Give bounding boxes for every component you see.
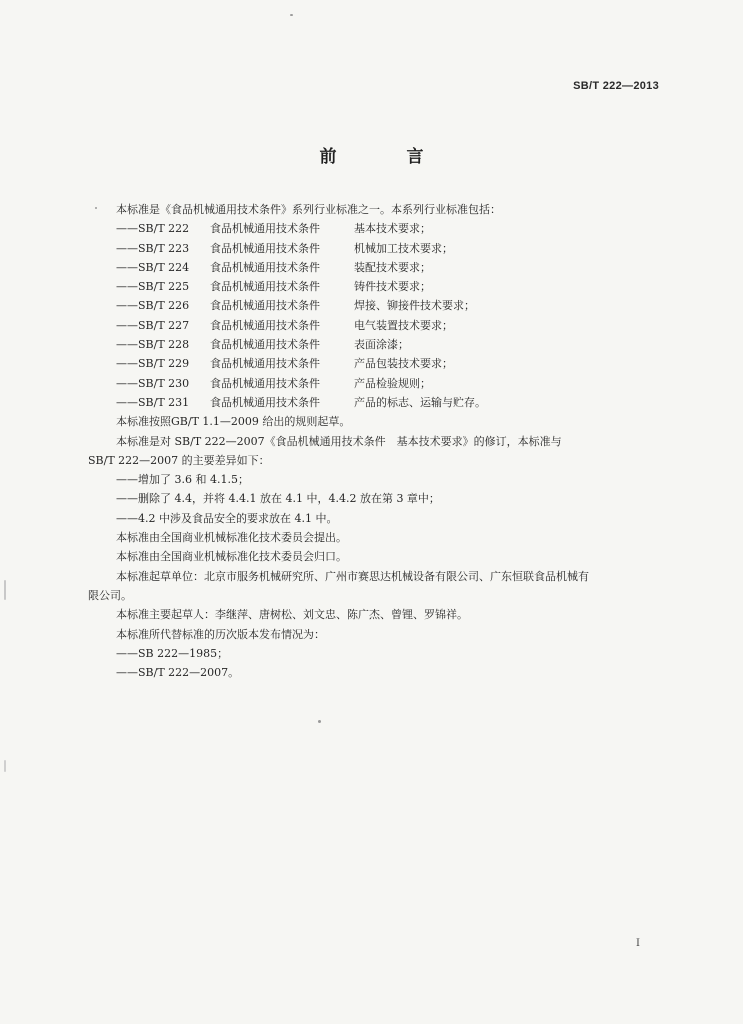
drafting-units-cont: 限公司。 [88,588,132,602]
series-part: 电气装置技术要求； [354,318,453,332]
page-title: 前 言 [319,147,456,167]
series-part: 产品的标志、运输与贮存。 [354,395,486,409]
series-item [88,354,678,373]
series-code: ——SB/T 225 [116,280,190,294]
history-intro: 本标准所代替标准的历次版本发布情况为： [116,627,325,641]
series-code: ——SB/T 226 [116,299,190,313]
series-code: ——SB/T 223 [116,241,190,255]
series-name: 食品机械通用技术条件 [210,395,320,409]
scan-speck [4,580,6,600]
series-name: 食品机械通用技术条件 [210,299,320,313]
series-part: 焊接、铆接件技术要求； [354,299,475,313]
series-item [88,219,678,238]
series-part: 机械加工技术要求； [354,241,453,255]
series-item [88,335,678,354]
drafters: 本标准主要起草人：李继萍、唐树松、刘文忠、陈广杰、曾锂、罗锦祥。 [116,608,468,622]
series-item [88,374,678,393]
scan-speck [318,720,321,723]
series-item [88,393,678,412]
series-item [88,316,678,335]
series-name: 食品机械通用技术条件 [210,357,320,371]
series-item [88,239,678,258]
series-code: ——SB/T 227 [116,318,190,332]
history-item: ——SB 222—1985； [116,646,229,660]
series-code: ——SB/T 228 [116,338,190,352]
series-item [88,258,678,277]
series-name: 食品机械通用技术条件 [210,222,320,236]
series-code: ——SB/T 224 [116,260,190,274]
foreword-body [88,200,678,682]
series-part: 产品检验规则； [354,376,431,390]
change-item: ——增加了 3.6 和 4.1.5； [116,473,249,487]
series-part: 基本技术要求； [354,222,431,236]
series-part: 铸件技术要求； [354,280,431,294]
revision-statement: 本标准是对 SB/T 222—2007《食品机械通用技术条件 基本技术要求》的修订，本标准与 [116,434,562,448]
standard-code: SB/T 222—2013 [573,80,659,92]
drafting-units: 本标准起草单位：北京市服务机械研究所、广州市赛思达机械设备有限公司、广东恒联食品机械有 [116,569,589,583]
series-code: ——SB/T 229 [116,357,190,371]
drafting-rule: 本标准按照GB/T 1.1—2009 给出的规则起草。 [116,415,351,429]
scan-speck [4,760,6,772]
series-item [88,296,678,315]
proposed-by: 本标准由全国商业机械标准化技术委员会提出。 [116,531,347,545]
series-name: 食品机械通用技术条件 [210,338,320,352]
series-name: 食品机械通用技术条件 [210,241,320,255]
series-name: 食品机械通用技术条件 [210,376,320,390]
series-part: 表面涂漆； [354,338,409,352]
series-code: ——SB/T 231 [116,395,190,409]
change-item: ——删除了 4.4，并将 4.4.1 放在 4.1 中，4.4.2 放在第 3 章中； [116,492,440,506]
series-name: 食品机械通用技术条件 [210,260,320,274]
intro-paragraph: 本标准是《食品机械通用技术条件》系列行业标准之一。本系列行业标准包括： [116,203,501,216]
series-code: ——SB/T 230 [116,376,190,390]
history-item: ——SB/T 222—2007。 [116,666,240,680]
series-name: 食品机械通用技术条件 [210,280,320,294]
revision-statement-cont: SB/T 222—2007 的主要差异如下： [88,453,270,467]
administered-by: 本标准由全国商业机械标准化技术委员会归口。 [116,550,347,564]
scan-speck [290,14,293,16]
series-part: 装配技术要求； [354,260,431,274]
series-list [88,219,678,412]
series-part: 产品包装技术要求； [354,357,453,371]
change-item: ——4.2 中涉及食品安全的要求放在 4.1 中。 [116,511,338,525]
series-code: ——SB/T 222 [116,222,190,236]
scan-speck [95,207,97,209]
page-number: I [636,938,640,949]
series-name: 食品机械通用技术条件 [210,318,320,332]
series-item [88,277,678,296]
